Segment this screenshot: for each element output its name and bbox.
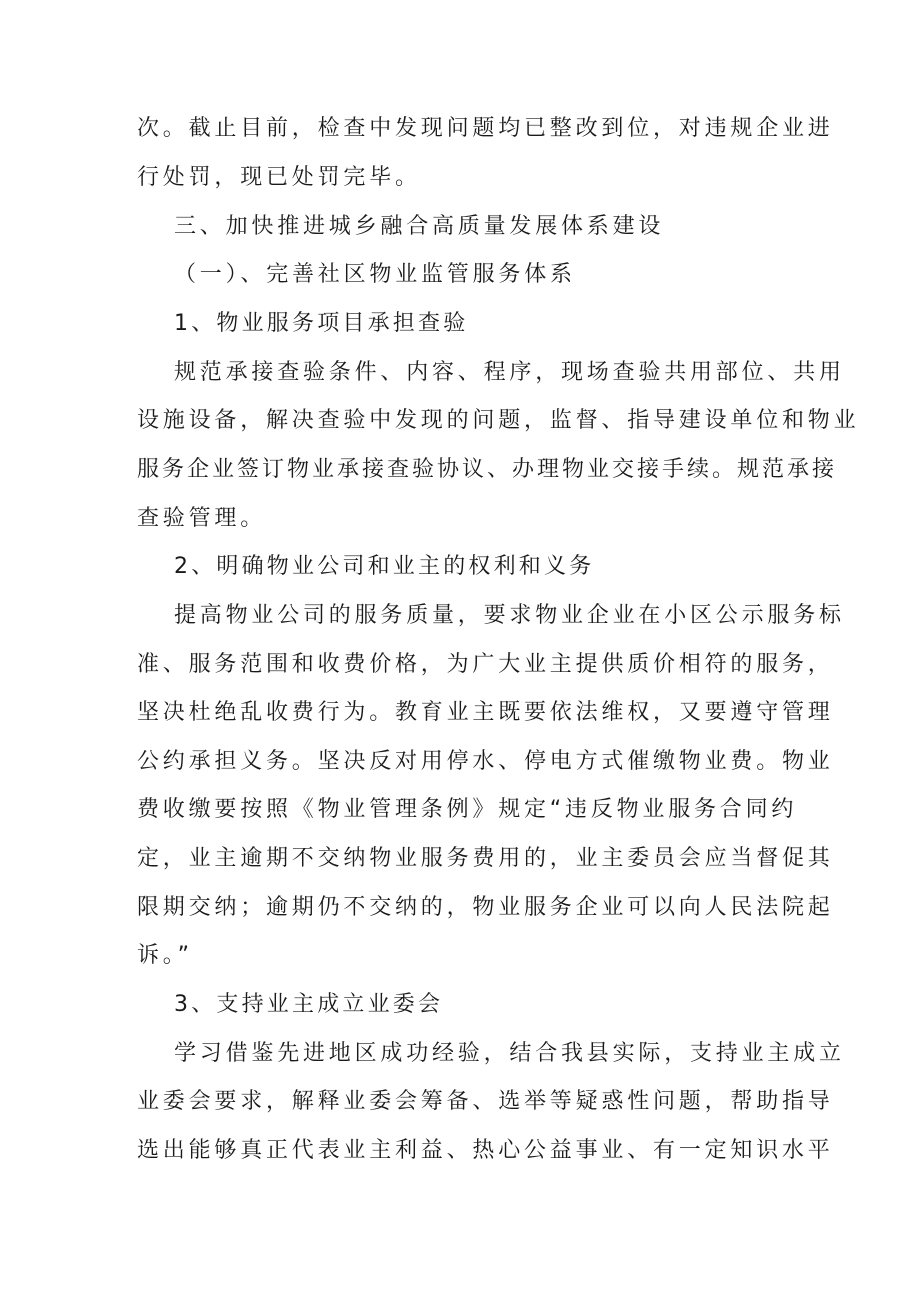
text-line: 坚决杜绝乱收费行为。教育业主既要依法维权，又要遵守管理 (137, 700, 834, 725)
text-line: 学习借鉴先进地区成功经验，结合我县实际，支持业主成立 (174, 1041, 845, 1066)
text-line: 限期交纳；逾期仍不交纳的，物业服务企业可以向人民法院起 (137, 895, 834, 920)
text-line: 定，业主逾期不交纳物业服务费用的，业主委员会应当督促其 (137, 846, 834, 871)
text-line: 次。截止目前，检查中发现问题均已整改到位，对违规企业进 (137, 116, 834, 141)
text-line: 准、服务范围和收费价格，为广大业主提供质价相符的服务， (137, 652, 834, 677)
text-line: 诉。” (137, 943, 193, 968)
text-line: 提高物业公司的服务质量，要求物业企业在小区公示服务标 (174, 603, 845, 628)
text-line: 行处罚，现已处罚完毕。 (137, 165, 421, 190)
text-line: 服务企业签订物业承接查验协议、办理物业交接手续。规范承接 (137, 457, 838, 482)
text-line: 设施设备，解决查验中发现的问题，监督、指导建设单位和物业 (137, 408, 860, 433)
text-line: 查验管理。 (137, 506, 267, 531)
item-heading: 3、支持业主成立业委会 (174, 992, 444, 1017)
text-line: 选出能够真正代表业主利益、热心公益事业、有一定知识水平 (137, 1138, 834, 1163)
item-heading: 1、物业服务项目承担查验 (174, 311, 469, 336)
subsection-heading: （一）、完善社区物业监管服务体系 (174, 262, 576, 287)
text-line: 公约承担义务。坚决反对用停水、停电方式催缴物业费。物业 (137, 749, 834, 774)
section-heading: 三、加快推进城乡融合高质量发展体系建设 (174, 214, 665, 239)
text-line: 业委会要求，解释业委会筹备、选举等疑惑性问题，帮助指导 (137, 1089, 834, 1114)
item-heading: 2、明确物业公司和业主的权利和义务 (174, 554, 595, 579)
text-line: 费收缴要按照《物业管理条例》规定“违反物业服务合同约 (137, 797, 798, 822)
text-line: 规范承接查验条件、内容、程序，现场查验共用部位、共用 (174, 360, 845, 385)
